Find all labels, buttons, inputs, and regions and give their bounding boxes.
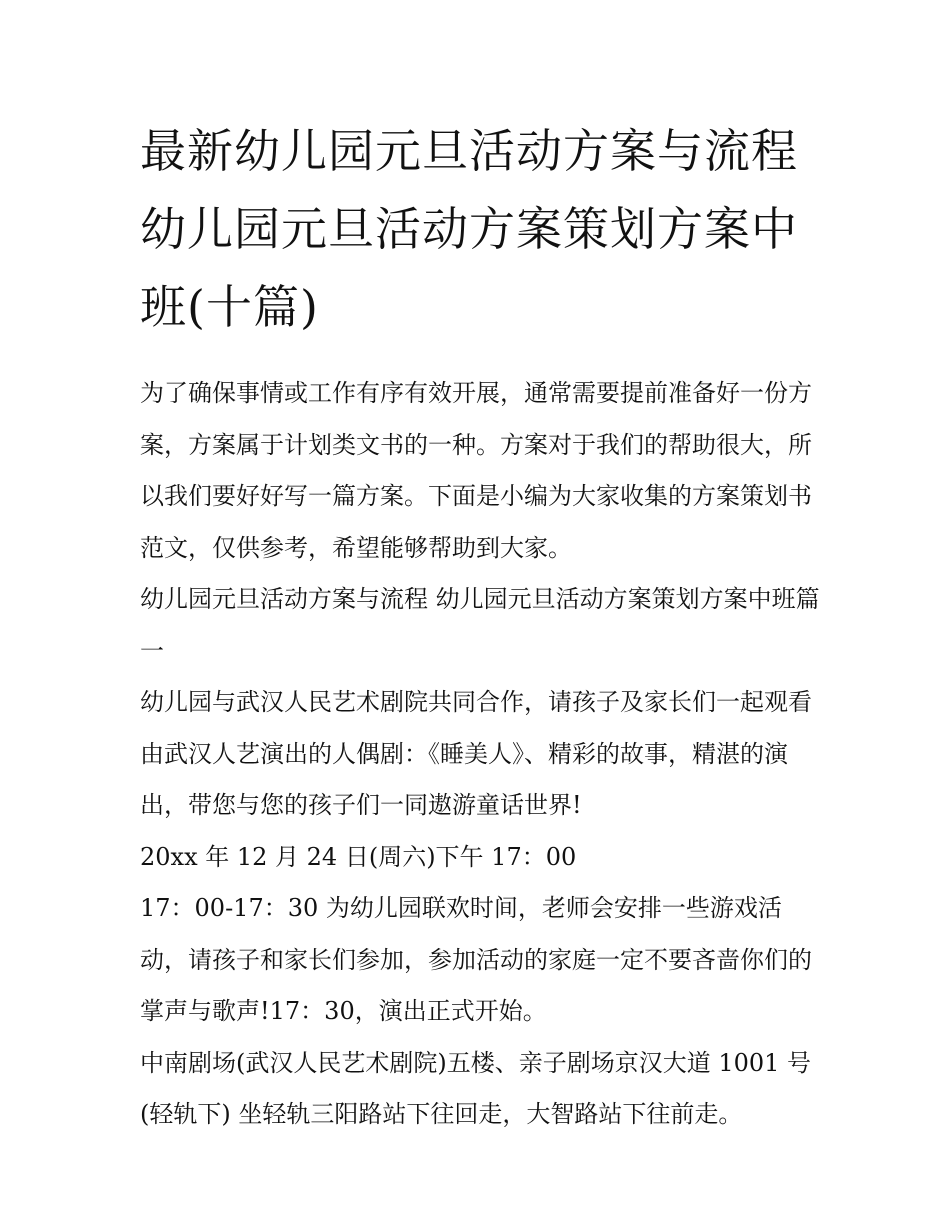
venue-paragraph: 中南剧场(武汉人民艺术剧院)五楼、亲子剧场京汉大道 1001 号(轻轨下) 坐轻轨三阳路站下往回走，大智路站下往前走。 [140,1048,812,1128]
intro-paragraph: 为了确保事情或工作有序有效开展，通常需要提前准备好一份方案，方案属于计划类文书的一种。方案对于我们的帮助很大，所以我们要好好写一篇方案。下面是小编为大家收集的方案策划书范文，仅供参考，希望能够帮助到大家。 [140,379,812,562]
document-body [140,112,820,1141]
schedule-paragraph: 17：00-17：30 为幼儿园联欢时间，老师会安排一些游戏活动，请孩子和家长们参加，参加活动的家庭一定不要吝啬你们的掌声与歌声!17：30，演出正式开始。 [140,894,812,1025]
document-title: 最新幼儿园元旦活动方案与流程 幼儿园元旦活动方案策划方案中班(十篇) [140,124,798,334]
event-description-paragraph: 幼儿园与武汉人民艺术剧院共同合作，请孩子及家长们一起观看由武汉人艺演出的人偶剧：《睡美人》、精彩的故事，精湛的演出，带您与您的孩子们一同遨游童话世界! [140,688,812,819]
section-heading: 幼儿园元旦活动方案与流程 幼儿园元旦活动方案策划方案中班篇一 [140,585,820,665]
event-date-paragraph: 20xx 年 12 月 24 日(周六)下午 17：00 [140,842,577,871]
